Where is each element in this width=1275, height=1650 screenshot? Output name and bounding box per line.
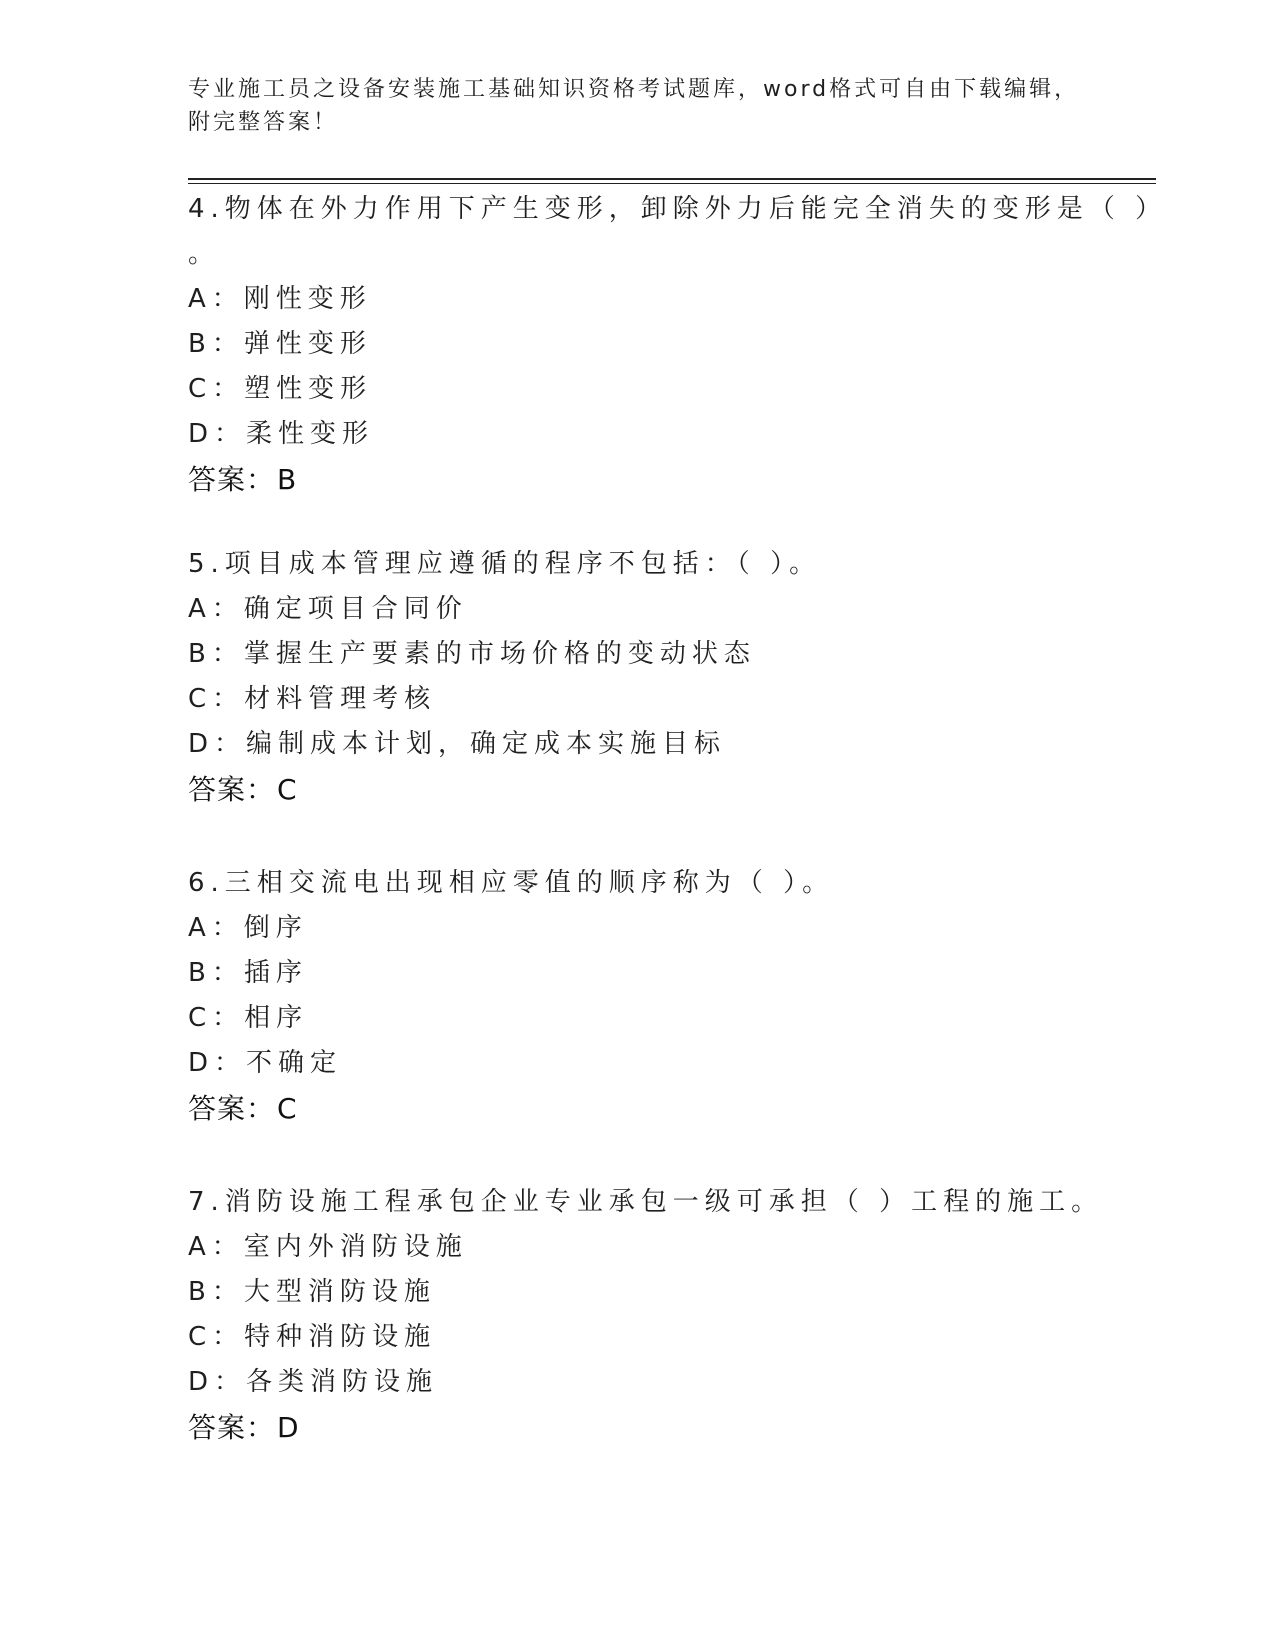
option-text: 不确定 xyxy=(246,1048,343,1078)
option-text: 插序 xyxy=(243,958,308,988)
option-b xyxy=(188,951,1148,996)
question-7 xyxy=(188,1180,1148,1451)
option-label: C： xyxy=(188,1003,245,1033)
question-stem: 7.消防设施工程承包企业专业承包一级可承担（ ）工程的施工。 xyxy=(188,1187,1104,1217)
option-text: 柔性变形 xyxy=(246,419,375,449)
question-4 xyxy=(188,187,1168,503)
option-label: C： xyxy=(188,1322,245,1352)
header-line-1: 专业施工员之设备安装施工基础知识资格考试题库，word格式可自由下载编辑， xyxy=(188,77,1080,102)
answer-label: 答案： xyxy=(188,1411,276,1444)
option-d xyxy=(188,412,1148,457)
question-stem: 6.三相交流电出现相应零值的顺序称为（ ）。 xyxy=(188,868,835,898)
option-d xyxy=(188,722,1148,767)
option-label: B： xyxy=(188,639,244,669)
option-text: 大型消防设施 xyxy=(243,1277,436,1307)
option-label: A： xyxy=(188,1232,244,1262)
option-label: B： xyxy=(188,1277,244,1307)
option-b xyxy=(188,322,1148,367)
option-c xyxy=(188,1315,1148,1360)
option-label: B： xyxy=(188,958,244,988)
option-label: B： xyxy=(188,329,244,359)
option-label: D： xyxy=(188,729,247,759)
option-c xyxy=(188,367,1148,412)
header-divider-bottom xyxy=(188,183,1156,184)
option-a xyxy=(188,277,1148,322)
option-d xyxy=(188,1041,1148,1086)
option-label: D： xyxy=(188,1367,247,1397)
question-6 xyxy=(188,861,1148,1132)
option-text: 确定项目合同价 xyxy=(243,594,468,624)
question-stem-continuation: 。 xyxy=(188,239,215,269)
answer-line xyxy=(188,1086,1148,1132)
option-text: 各类消防设施 xyxy=(246,1367,439,1397)
option-text: 编制成本计划，确定成本实施目标 xyxy=(246,729,727,759)
option-label: A： xyxy=(188,594,244,624)
option-d xyxy=(188,1360,1148,1405)
option-text: 材料管理考核 xyxy=(244,684,437,714)
option-text: 室内外消防设施 xyxy=(243,1232,468,1262)
option-b xyxy=(188,1270,1148,1315)
option-label: A： xyxy=(188,913,244,943)
option-label: D： xyxy=(188,1048,247,1078)
option-text: 相序 xyxy=(244,1003,309,1033)
answer-value: D xyxy=(277,1411,300,1444)
answer-value: B xyxy=(277,463,298,496)
option-b xyxy=(188,632,1148,677)
option-a xyxy=(188,906,1148,951)
option-text: 倒序 xyxy=(243,913,308,943)
answer-line xyxy=(188,767,1148,813)
question-5 xyxy=(188,542,1148,813)
header-divider-top xyxy=(188,178,1156,180)
answer-line xyxy=(188,1405,1148,1451)
option-text: 弹性变形 xyxy=(243,329,372,359)
header-line-2: 附完整答案！ xyxy=(188,110,339,135)
answer-value: C xyxy=(277,773,298,806)
answer-label: 答案： xyxy=(188,463,276,496)
option-label: C： xyxy=(188,684,245,714)
answer-label: 答案： xyxy=(188,1092,276,1125)
option-label: A： xyxy=(188,284,244,314)
question-stem: 5.项目成本管理应遵循的程序不包括：（ ）。 xyxy=(188,549,822,579)
option-c xyxy=(188,996,1148,1041)
option-c xyxy=(188,677,1148,722)
option-text: 掌握生产要素的市场价格的变动状态 xyxy=(243,639,756,669)
document-header xyxy=(188,73,1088,139)
option-label: C： xyxy=(188,374,245,404)
option-label: D： xyxy=(188,419,247,449)
answer-label: 答案： xyxy=(188,773,276,806)
option-text: 塑性变形 xyxy=(244,374,373,404)
answer-line xyxy=(188,457,1148,503)
option-text: 刚性变形 xyxy=(243,284,372,314)
option-a xyxy=(188,1225,1148,1270)
question-stem: 4.物体在外力作用下产生变形，卸除外力后能完全消失的变形是（ ） xyxy=(188,194,1168,224)
answer-value: C xyxy=(277,1092,298,1125)
option-a xyxy=(188,587,1148,632)
option-text: 特种消防设施 xyxy=(244,1322,437,1352)
